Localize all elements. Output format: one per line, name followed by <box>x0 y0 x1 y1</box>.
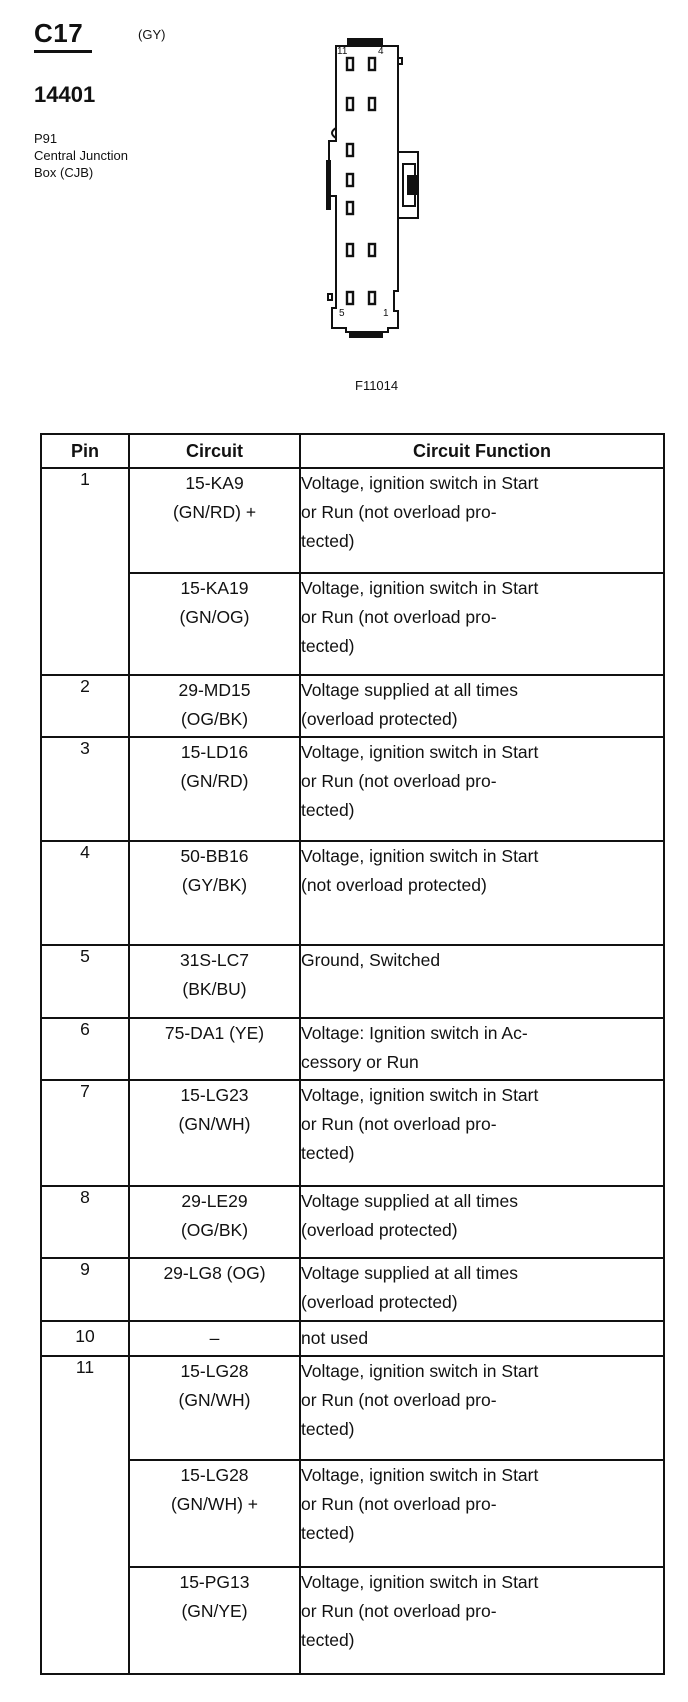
connector-bottom-latch <box>350 332 382 337</box>
function-cell: Voltage, ignition switch in Start or Run (not overload pro- tected) <box>300 737 664 841</box>
table-row <box>41 1460 664 1567</box>
table-row <box>41 573 664 676</box>
pin-cavity <box>369 292 375 304</box>
pin-cell: 8 <box>41 1186 129 1259</box>
circuit-cell: 15-LD16 (GN/RD) <box>129 737 300 841</box>
pin-cell: 11 <box>41 1356 129 1674</box>
pin-cavity <box>369 98 375 110</box>
table-row <box>41 1356 664 1461</box>
function-cell: Voltage, ignition switch in Start or Run (not overload pro- tected) <box>300 1567 664 1674</box>
pin-cavity <box>369 58 375 70</box>
pin-cell: 7 <box>41 1080 129 1186</box>
connector-top-latch <box>348 39 382 46</box>
circuit-cell: – <box>129 1321 300 1356</box>
function-cell: Voltage supplied at all times (overload protected) <box>300 675 664 737</box>
column-header-circuit: Circuit <box>129 434 300 468</box>
circuit-cell: 15-LG28 (GN/WH) + <box>129 1460 300 1567</box>
pin-cavity <box>347 202 353 214</box>
function-cell: Voltage, ignition switch in Start or Run (not overload pro- tected) <box>300 1080 664 1186</box>
pin-cavity <box>347 244 353 256</box>
function-cell: Voltage, ignition switch in Start or Run (not overload pro- tected) <box>300 468 664 573</box>
pin-label-bottom-right: 1 <box>383 308 389 319</box>
connector-location <box>34 130 128 181</box>
function-cell: Voltage, ignition switch in Start or Run (not overload pro- tected) <box>300 1356 664 1461</box>
table-row <box>41 468 664 573</box>
pin-cavity <box>347 292 353 304</box>
table-row <box>41 675 664 737</box>
table-row <box>41 1258 664 1320</box>
pin-cavity <box>347 58 353 70</box>
pin-label-top-left: 11 <box>337 46 348 57</box>
circuit-cell: 15-KA19 (GN/OG) <box>129 573 300 676</box>
circuit-cell: 15-LG23 (GN/WH) <box>129 1080 300 1186</box>
table-row <box>41 1080 664 1186</box>
circuit-cell: 29-LE29 (OG/BK) <box>129 1186 300 1259</box>
pin-cell: 5 <box>41 945 129 1019</box>
pinout-table <box>40 433 665 1675</box>
pin-cavity <box>369 244 375 256</box>
pin-cell: 6 <box>41 1018 129 1080</box>
pin-cell: 2 <box>41 675 129 737</box>
function-cell: Voltage: Ignition switch in Ac- cessory or Run <box>300 1018 664 1080</box>
connector-face-diagram <box>326 36 450 366</box>
pin-cell: 1 <box>41 468 129 675</box>
figure-code: F11014 <box>355 378 399 393</box>
table-header-row <box>41 434 664 468</box>
pin-label-top-right: 4 <box>378 46 384 57</box>
circuit-cell: 15-KA9 (GN/RD) + <box>129 468 300 573</box>
circuit-cell: 29-MD15 (OG/BK) <box>129 675 300 737</box>
table-row <box>41 945 664 1019</box>
function-cell: Voltage supplied at all times (overload protected) <box>300 1186 664 1259</box>
pin-cell: 3 <box>41 737 129 841</box>
connector-color-code: (GY) <box>138 27 166 42</box>
pin-label-bottom-left: 5 <box>339 308 345 319</box>
pin-cell: 9 <box>41 1258 129 1320</box>
pin-cavity <box>347 174 353 186</box>
function-cell: Ground, Switched <box>300 945 664 1019</box>
part-number: 14401 <box>34 82 96 107</box>
circuit-cell: 29-LG8 (OG) <box>129 1258 300 1320</box>
location-line: Box (CJB) <box>34 165 94 180</box>
table-row <box>41 1321 664 1356</box>
table-row <box>41 841 664 945</box>
terminal-cavities <box>347 58 375 304</box>
function-cell: Voltage, ignition switch in Start or Run (not overload pro- tected) <box>300 573 664 676</box>
connector-id-underline <box>34 50 92 53</box>
connector-peg <box>398 58 402 64</box>
location-line: P91 <box>34 131 58 146</box>
connector-left-rail <box>326 161 330 209</box>
function-cell: Voltage supplied at all times (overload protected) <box>300 1258 664 1320</box>
connector-peg <box>328 294 332 300</box>
function-cell: Voltage, ignition switch in Start (not overload protected) <box>300 841 664 945</box>
table-row <box>41 1018 664 1080</box>
circuit-cell: 50-BB16 (GY/BK) <box>129 841 300 945</box>
table-row <box>41 1567 664 1674</box>
connector-housing-outline <box>329 46 398 332</box>
table-row <box>41 737 664 841</box>
column-header-function: Circuit Function <box>300 434 664 468</box>
connector-lock-key <box>408 176 416 194</box>
function-cell: Voltage, ignition switch in Start or Run (not overload pro- tected) <box>300 1460 664 1567</box>
column-header-pin: Pin <box>41 434 129 468</box>
circuit-cell: 15-PG13 (GN/YE) <box>129 1567 300 1674</box>
location-line: Central Junction <box>34 148 128 163</box>
connector-id: C17 <box>34 18 84 48</box>
table-row <box>41 1186 664 1259</box>
function-cell: not used <box>300 1321 664 1356</box>
circuit-cell: 75-DA1 (YE) <box>129 1018 300 1080</box>
pin-cell: 4 <box>41 841 129 945</box>
pin-cavity <box>347 98 353 110</box>
pin-cavity <box>347 144 353 156</box>
circuit-cell: 31S-LC7 (BK/BU) <box>129 945 300 1019</box>
circuit-cell: 15-LG28 (GN/WH) <box>129 1356 300 1461</box>
pin-cell: 10 <box>41 1321 129 1356</box>
